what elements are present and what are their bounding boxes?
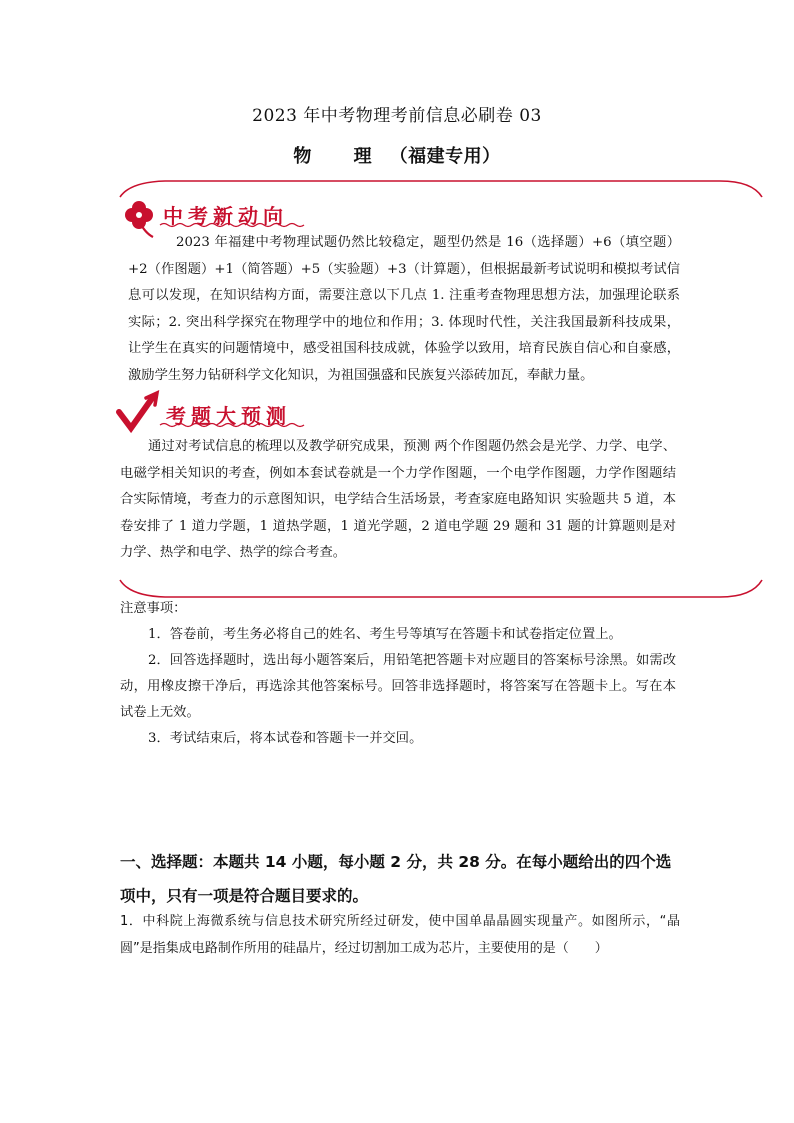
- subject-line: [0, 142, 794, 168]
- trend-heading: 中考新动向: [163, 204, 288, 228]
- edition-label: （福建专用）: [389, 146, 501, 167]
- subject-name: 物 理: [293, 146, 390, 167]
- bottom-bracket-curve: [120, 580, 762, 597]
- top-bracket-curve: [120, 181, 762, 197]
- question-1-text: 1．中科院上海微系统与信息技术研究所经过研发，使中国单晶晶圆实现量产。如图所示，“晶圆”是指集成电路制作所用的硅晶片，经过切割加工成为芯片，主要使用的是（ ）: [120, 914, 680, 956]
- trend-paragraph: 2023 年福建中考物理试题仍然比较稳定，题型仍然是 16（选择题）+6（填空题）+2（作图题）+1（简答题）+5（实验题）+3（计算题），但根据最新考试说明和模拟考试信息可以发现，在知识结构方面，需要注意以下几点 1. 注重考查物理思想方法，加强理论联系实际；2. 突出科学探究在物理学中的地位和作用；3. 体现时代性，关注我国最新科技成果，让学生在真实的问题情境中，感受祖国科技成就，体验学以致用，培育民族自信心和自豪感，激励学生努力钻研科学文化知识，为祖国强盛和民族复兴添砖加瓦，奉献力量。: [128, 235, 680, 383]
- note-item: 1．答卷前，考生务必将自己的姓名、考生号等填写在答题卡和试卷指定位置上。: [148, 627, 622, 642]
- notes-section: [120, 596, 676, 752]
- question-1: [120, 908, 680, 962]
- check-arrow-icon: [119, 393, 157, 428]
- document-title: 2023 年中考物理考前信息必刷卷 03: [252, 106, 542, 126]
- section-one: [120, 845, 680, 913]
- forecast-heading: 考题大预测: [166, 404, 291, 428]
- trend-section: [128, 230, 680, 389]
- note-item: 2．回答选择题时，选出每小题答案后，用铅笔把答题卡对应题目的答案标号涂黑。如需改动，用橡皮擦干净后，再选涂其他答案标号。回答非选择题时，将答案写在答题卡上。写在本试卷上无效。: [120, 653, 676, 720]
- note-item: 3．考试结束后，将本试卷和答题卡一并交回。: [148, 731, 423, 746]
- forecast-paragraph: 通过对考试信息的梳理以及教学研究成果，预测 两个作图题仍然会是光学、力学、电学、电磁学相关知识的考查，例如本套试卷就是一个力学作图题，一个电学作图题，力学作图题结合实际情境，考查力的示意图知识，电学结合生活场景，考查家庭电路知识 实验题共 5 道，本卷安排了 1 道力学题，1 道热学题，1 道光学题，2 道电学题 29 题和 31 题的计算题则是对力学、热学和电学、热学的综合考查。: [120, 439, 676, 560]
- forecast-section: [120, 434, 676, 567]
- section-one-title: 一、选择题：本题共 14 小题，每小题 2 分，共 28 分。在每小题给出的四个选项中，只有一项是符合题目要求的。: [120, 853, 672, 905]
- notes-heading: 注意事项：: [120, 601, 187, 616]
